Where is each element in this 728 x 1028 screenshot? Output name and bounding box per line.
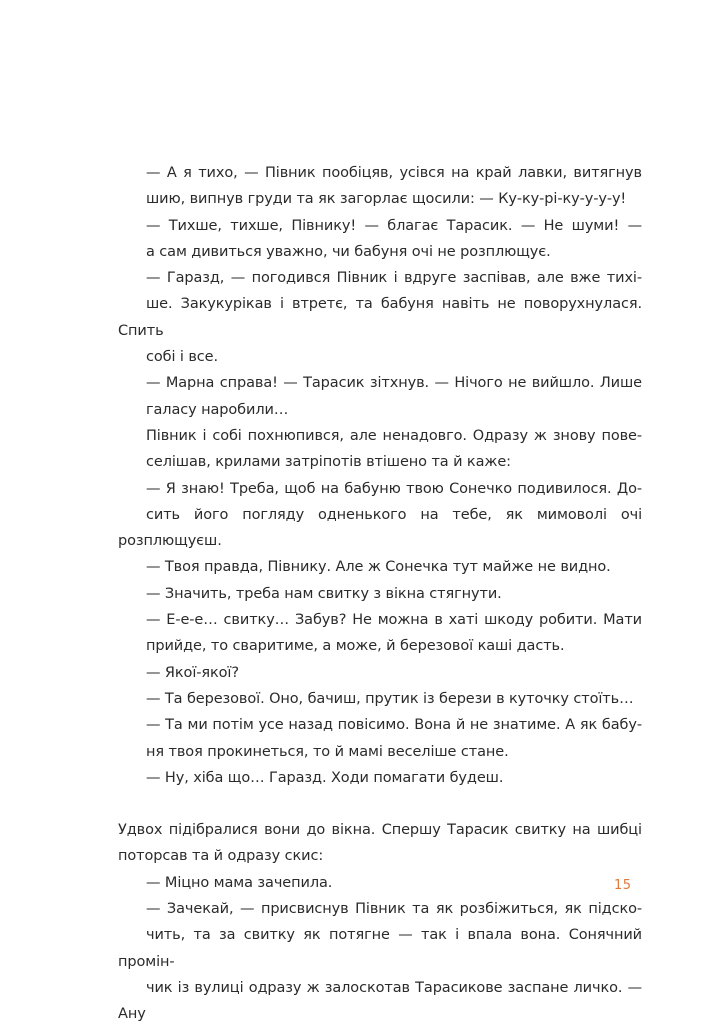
text-line: — Зачекай, — присвиснув Півник та як розбіжиться, як підско- (146, 901, 642, 918)
text-line: чик із вулиці одразу ж залоскотав Тарасикове заспане личко. — Ану (118, 979, 642, 1023)
text-line: — Значить, треба нам свитку з вікна стягнути. (146, 585, 502, 602)
text-line: чить, та за свитку як потягне — так і впала вона. Сонячний промін- (118, 927, 642, 970)
text-line: — Марна справа! — Тарасик зітхнув. — Нічого не вийшло. Лише (146, 375, 642, 392)
text-line: — Та березової. Оно, бачиш, прутик із берези в куточку стоїть… (146, 690, 634, 707)
text-line: Півник і собі похнюпився, але ненадовго. Одразу ж знову пове- (146, 427, 642, 444)
text-line: прийде, то сваритиме, а може, й березової каші дасть. (146, 638, 565, 655)
paragraph (118, 265, 642, 370)
text-line: ня твоя прокинеться, то й мамі веселіше стане. (146, 743, 509, 760)
text-line: шию, випнув груди та як загорлає щосили: — Ку-ку-рі-ку-у-у-у! (146, 191, 627, 208)
paragraph (118, 870, 642, 896)
paragraph (118, 896, 642, 1027)
paragraph (118, 817, 642, 870)
paragraph (118, 370, 642, 423)
story-text (118, 160, 642, 1028)
text-line: — Я знаю! Треба, щоб на бабуню твою Сонечко подивилося. До- (146, 480, 642, 497)
text-line: — Якої-якої? (146, 664, 239, 681)
text-line: поторсав та й одразу скис: (118, 848, 324, 865)
text-line: галасу наробили… (146, 401, 289, 418)
text-line: селішав, крилами затріпотів втішено та й каже: (146, 454, 511, 471)
paragraph (118, 581, 642, 607)
paragraph (118, 712, 642, 765)
text-line: — Ну, хіба що… Гаразд. Ходи помагати будеш. (146, 769, 504, 786)
paragraph (118, 160, 642, 213)
text-line: — А я тихо, — Півник пообіцяв, усівся на край лавки, витягнув (146, 165, 642, 181)
text-line: ше. Закукурікав і втретє, та бабуня навіть не поворухнулася. Спить (118, 296, 642, 339)
text-line: сить його погляду одненького на тебе, як мимоволі очі розплющуєш. (118, 506, 642, 550)
paragraph (118, 213, 642, 266)
text-line: — Міцно мама зачепила. (146, 874, 333, 891)
paragraph (118, 423, 642, 476)
text-line: собі і все. (146, 349, 219, 366)
text-line: — Твоя правда, Півнику. Але ж Сонечка тут майже не видно. (146, 559, 611, 576)
page-number: 15 (614, 878, 632, 893)
text-line: — Тихше, тихше, Півнику! — благає Тарасик. — Не шуми! — (146, 217, 642, 234)
paragraph (118, 476, 642, 555)
paragraph (118, 686, 642, 712)
text-line: — Та ми потім усе назад повісимо. Вона й не знатиме. А як бабу- (146, 717, 642, 734)
paragraph (118, 554, 642, 580)
paragraph (118, 660, 642, 686)
text-line: — Е-е-е… свитку… Забув? Не можна в хаті шкоду робити. Мати (146, 612, 642, 629)
text-line: Удвох підібралися вони до вікна. Спершу Тарасик свитку на шибці (118, 822, 642, 839)
paragraph (118, 765, 642, 791)
text-line: а сам дивиться уважно, чи бабуня очі не розплющує. (146, 243, 551, 260)
text-line: — Гаразд, — погодився Півник і вдруге заспівав, але вже тихі- (146, 270, 642, 287)
paragraph (118, 607, 642, 660)
